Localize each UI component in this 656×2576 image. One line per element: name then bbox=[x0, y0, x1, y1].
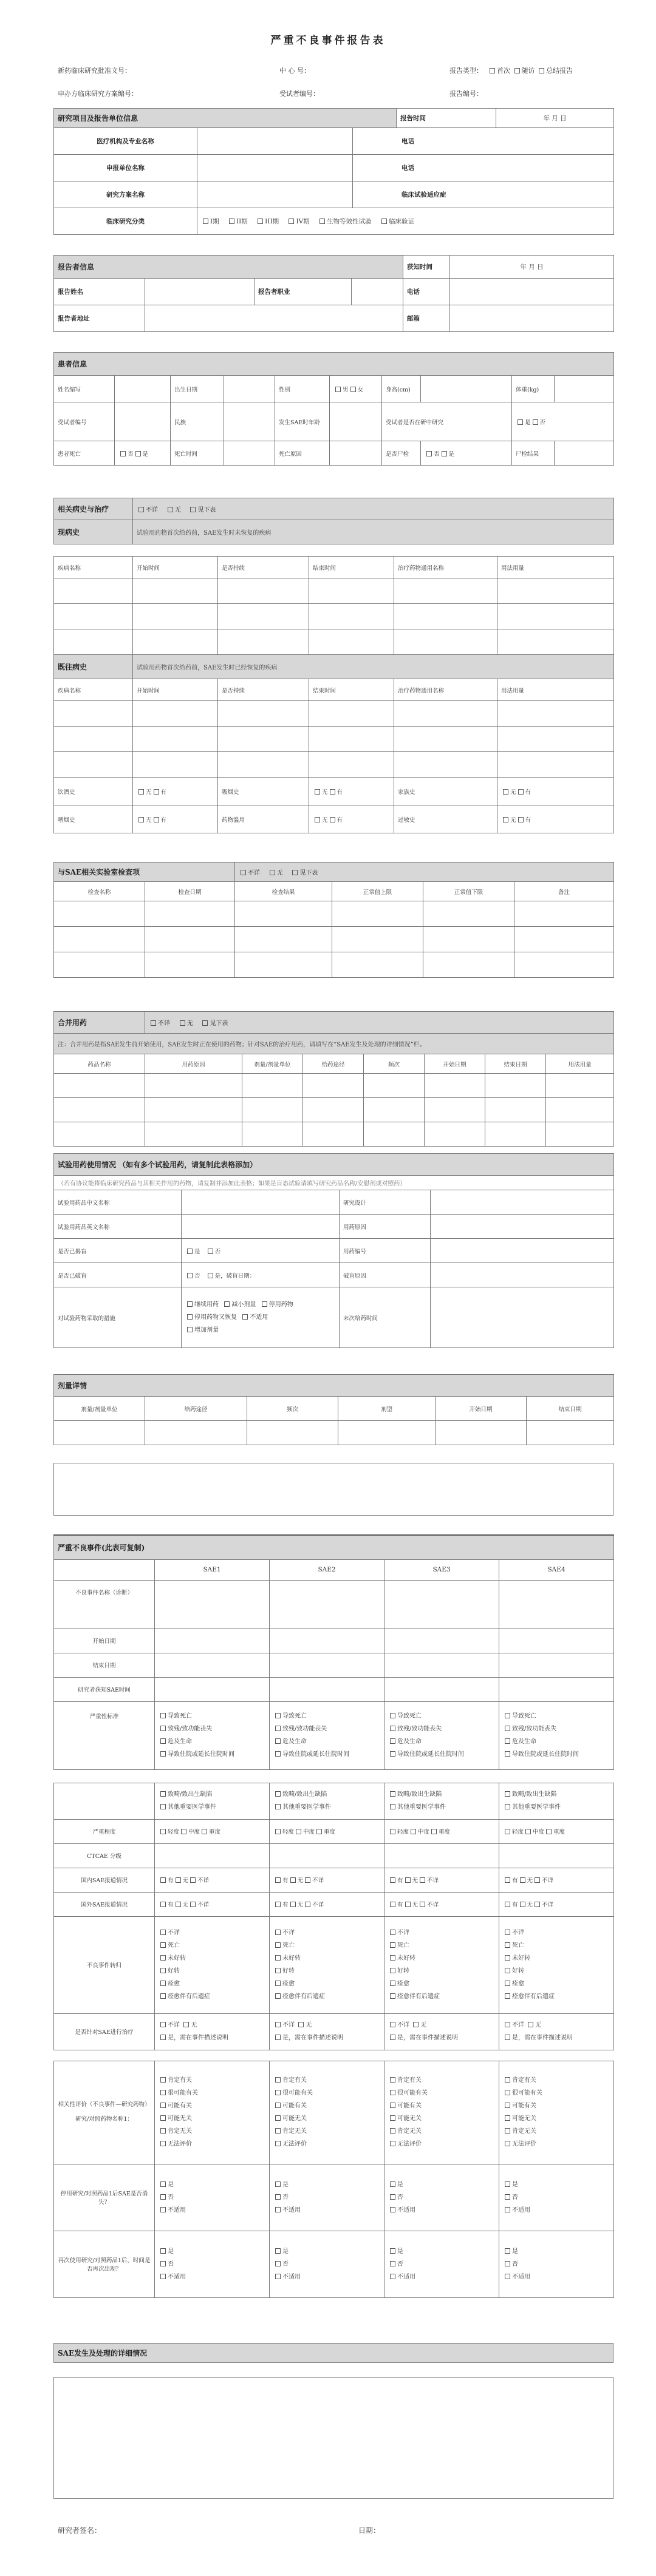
section-trial-drug: 试验用药使用情况 （如有多个试验用药，请复制此表格添加） （若有协议能将临床研究药品与其相关作用的药物，请复制并添加此表格；如果是盲态试验请填写研究药品名称/安慰剂或对照药） 试验用药品中文名称 研究设计 试验用药品英文名称 用药原因 是否已揭盲 是 否 用药编号 是否已破盲 否 是，破盲日期： 破盲原因 对试验药物采取的措施 继续用药 减小剂量 停用药物 停用药物又恢复 不适用 增加剂量 末次给药时间 bbox=[53, 1153, 614, 1348]
section-sae-detail: SAE发生及处理的详细情况 bbox=[53, 2343, 613, 2363]
section-blank-box bbox=[53, 1463, 613, 1516]
section-concomitant-meds: 合并用药 不详 无 见下表 注：合并用药是指SAE发生前开始使用，SAE发生时正在使用的药物；针对SAE的治疗用药，请填写在“SAE发生及处理的详细情况”栏。 药品名称 用药原因 剂量/剂量单位 给药途径 频次 开始日期 结束日期 用法用量 bbox=[53, 1011, 614, 1147]
report-time-field[interactable]: 年 月 日 bbox=[496, 109, 614, 128]
subject-no-label: 受试者编号： bbox=[279, 90, 319, 98]
section-patient-info: 患者信息 姓名缩写 出生日期 性别 男 女 身高(cm) 体重(kg) 受试者编号 民族 发生SAE时年龄 受试者是否在研中研究 是 否 患者死亡 否 是 死亡时间 死亡原因 是否尸检 否 是 尸检结果 bbox=[53, 352, 614, 466]
reporter-name-field[interactable] bbox=[145, 279, 255, 305]
sae-detail-textarea[interactable] bbox=[53, 2377, 613, 2499]
section-sae: 严重不良事件(此表可复制) SAE1 SAE2 SAE3 SAE4 不良事件名称（诊断） 开始日期 结束日期 研究者获知SAE时间 严重性标准 导致死亡 致残/致功能丧失 危及生命 导致住院或延长住院时间 导致死亡 致残/致功能丧失 危及生命 导致住院或延长住院时间 导致死亡 致残/致功能丧失 危及生命 导致住院或延长住院时间 导致死亡 致残/致功能丧失 危及生命 导致住院或延长住院时间 致畸/致出生缺陷 其他重要医学事件 致畸/致出生缺陷 其他重要医学事件 致畸/致出生缺陷 其他重要医学事件 致畸/致出生缺陷 其他重要医学事件 严重程度 轻度 中度 重度 轻度 中度 重度 轻度 中度 重度 轻度 中度 重度 CTCAE 分级 国内SAE报道情况 有 无 不详 有 无 不详 有 无 不详 有 无 不详 国外SAE报道情况 有 无 不详 有 无 不详 有 无 不详 有 无 不详 不良事件转归 不详 死亡 未好转 好转 痊愈 痊愈伴有后遗症 不详 死亡 未好转 好转 痊愈 痊愈伴有后遗症 不详 死亡 未好转 好转 痊愈 痊愈伴有后遗症 不详 死亡 未好转 好转 痊愈 痊愈伴有后遗症 是否针对SAE进行治疗 不详 无 是，需在事件描述说明 不详 无 是，需在事件描述说明 不详 无 是，需在事件描述说明 不详 无 是，需在事件描述说明 相关性评价（不良事件—研究药物） 研究/对照药物名称1： 肯定有关 很可能有关 可能有关 可能无关 肯定无关 无法评价 肯定有关 很可能有关 可能有关 可能无关 肯定无关 无法评价 肯定有关 很可能有关 可能有关 可能无关 肯定无关 无法评价 肯定有关 很可能有关 可能有关 可能无关 肯定无关 无法评价 停用研究/对照药品1后SAE是否消失？ 是 否 不适用 是 否 不适用 是 否 不适用 是 否 不适用 再次使用研究/对照药品1后，时间是否再次出现？ 是 否 不适用 是 否 不适用 是 否 不适用 是 否 不适用 bbox=[53, 1534, 614, 2298]
section-medical-history: 相关病史与治疗 不详 无 见下表 现病史 试验用药物首次给药前，SAE发生时未恢复的疾病 疾病名称 开始时间 是否持续 结束时间 治疗药物通用名称 用法用量 既往病史 试验用药物首次给药前，SAE发生时已经恢复的疾病 疾病名称 开始时间 是否持续 结束时间 治疗药物通用名称 用法用量 饮酒史 无 有 吸烟史 无 有 家族史 无 有 嗜烟史 无 有 药物滥用 无 有 过敏史 无 有 bbox=[53, 498, 614, 833]
section-dose-detail: 剂量详情 剂量/剂量单位 给药途径 频次 剂型 开始日期 结束日期 bbox=[53, 1374, 614, 1445]
center-no-label: 中 心 号： bbox=[279, 67, 310, 75]
report-type-label: 报告类型： bbox=[449, 67, 483, 75]
sponsor-no-label: 申办方临床研究方案编号： bbox=[58, 90, 138, 98]
section-reporter-info: 报告者信息 获知时间 年 月 日 报告姓名 报告者职业 电话 报告者地址 邮箱 bbox=[53, 255, 614, 332]
reporter-phone-field[interactable] bbox=[450, 279, 614, 305]
reporter-email-field[interactable] bbox=[450, 305, 614, 332]
section-lab-tests: 与SAE相关实验室检查项 不详 无 见下表 检查名称 检查日期 检查结果 正常值上限 正常值下限 备注 bbox=[53, 862, 614, 978]
report-type-options[interactable]: 首次 随访 总结报告 bbox=[488, 66, 573, 75]
signature-label: 研究者签名： bbox=[58, 2526, 102, 2535]
sex-options[interactable]: 男 女 bbox=[330, 376, 382, 402]
date-label: 日期： bbox=[358, 2526, 381, 2535]
reporter-title-field[interactable] bbox=[352, 279, 403, 305]
ethics-no-label: 新药临床研究批准文号： bbox=[58, 67, 131, 75]
report-no-label: 报告编号： bbox=[449, 90, 483, 98]
applicant-field[interactable] bbox=[197, 155, 353, 181]
checkbox-first[interactable] bbox=[490, 68, 495, 73]
category-options[interactable]: I期 II期 III期 IV期 生物等效性试验 临床验证 bbox=[197, 208, 614, 235]
reporter-address-field[interactable] bbox=[145, 305, 403, 332]
checkbox-summary[interactable] bbox=[539, 68, 544, 73]
section-header: 研究项目及报告单位信息 bbox=[54, 109, 397, 128]
section-project-info: 研究项目及报告单位信息 报告时间 年 月 日 医疗机构及专业名称 电话 申报单位名称 电话 研究方案名称 临床试验适应症 临床研究分类 I期 II期 III期 IV期 生物等效性试验 临床验证 bbox=[53, 108, 614, 235]
checkbox-followup[interactable] bbox=[514, 68, 520, 73]
top-info bbox=[58, 66, 604, 112]
protocol-name-field[interactable] bbox=[197, 181, 353, 208]
institution-field[interactable] bbox=[197, 128, 353, 155]
page-title: 严重不良事件报告表 bbox=[270, 35, 386, 47]
know-time-field[interactable]: 年 月 日 bbox=[450, 256, 614, 279]
